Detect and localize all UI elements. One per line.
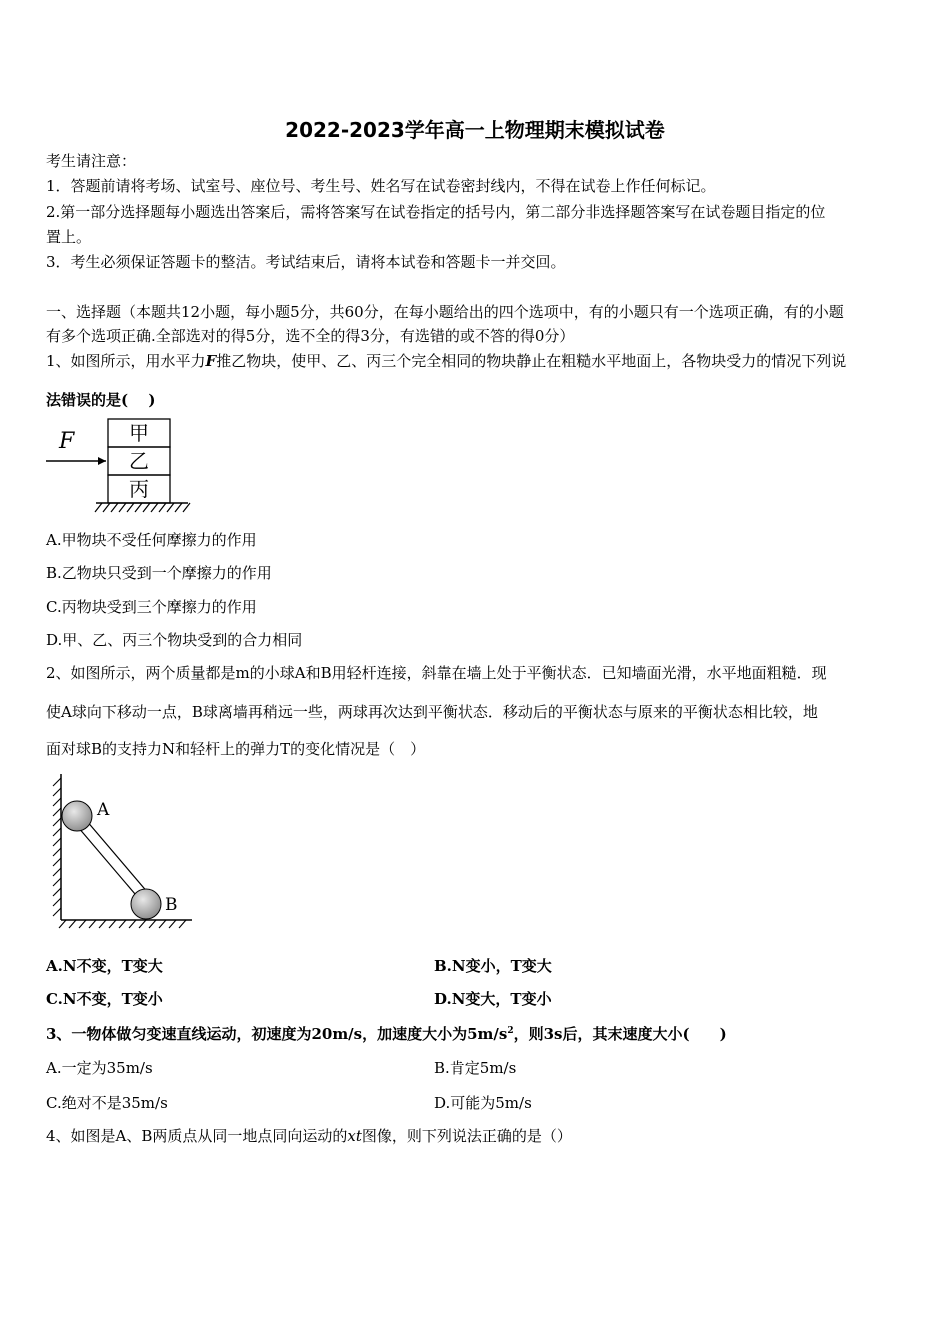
q4-stem (46, 1126, 572, 1146)
q1-option-c: C.丙物块受到三个摩擦力的作用 (46, 598, 257, 616)
q3-option-d: D.可能为5m/s (434, 1094, 532, 1112)
q2-stem-line3: 面对球B的支持力N和轻杆上的弹力T的变化情况是（ ） (46, 740, 426, 758)
block-bing: 丙 (129, 477, 149, 501)
page-title: 2022-2023学年高一上物理期末模拟试卷 (285, 118, 665, 142)
notice-item-1: 1．答题前请将考场、试室号、座位号、考生号、姓名写在试卷密封线内，不得在试卷上作任何标记。 (46, 177, 716, 195)
q3-unit-exponent: 2 (507, 1026, 514, 1036)
q3-stem (46, 1024, 727, 1044)
section-heading: 一、选择题（本题共12小题，每小题5分，共60分，在每小题给出的四个选项中，有的小题只有一个选项正确，有的小题 (46, 303, 844, 321)
q1-option-d: D.甲、乙、丙三个物块受到的合力相同 (46, 631, 303, 649)
q2-stem-line1: 2、如图所示，两个质量都是m的小球A和B用轻杆连接，斜靠在墙上处于平衡状态．已知墙面光滑，水平地面粗糙．现 (46, 664, 827, 682)
ball-a-label: A (97, 800, 110, 820)
q4-stem-part2: 图像，则下列说法正确的是（） (361, 1127, 572, 1145)
q3-stem-part1: 3、一物体做匀变速直线运动，初速度为20m/s，加速度大小为5m/s (46, 1025, 508, 1043)
q2-option-b: B.N变小，T变大 (434, 957, 552, 975)
notice-item-3: 3．考生必须保证答题卡的整洁。考试结束后，请将本试卷和答题卡一并交回。 (46, 253, 566, 271)
notice-heading: 考生请注意： (46, 152, 137, 170)
block-yi: 乙 (129, 449, 149, 473)
q4-xt-symbol: xt (347, 1127, 362, 1145)
q1-force-symbol: F (205, 352, 217, 370)
q2-option-a: A.N不变，T变大 (46, 957, 163, 975)
q3-option-a: A.一定为35m/s (46, 1059, 153, 1077)
q1-stem-cont: 法错误的是( ) (46, 391, 156, 409)
notice-item-2-cont: 置上。 (46, 228, 92, 246)
q1-option-b: B.乙物块只受到一个摩擦力的作用 (46, 564, 272, 582)
q1-option-a: A.甲物块不受任何摩擦力的作用 (46, 531, 257, 549)
q2-option-c: C.N不变，T变小 (46, 990, 163, 1008)
q3-stem-part2: ，则3s后，其末速度大小( ) (513, 1025, 727, 1043)
q1-force-label: F (59, 429, 75, 454)
q3-option-c: C.绝对不是35m/s (46, 1094, 168, 1112)
q1-stem-part1: 1、如图所示，用水平力 (46, 352, 206, 370)
ball-b-label: B (165, 895, 178, 915)
q2-option-d: D.N变大，T变小 (434, 990, 552, 1008)
q1-stem (46, 351, 846, 371)
q4-stem-part1: 4、如图是A、B两质点从同一地点同向运动的 (46, 1127, 348, 1145)
notice-item-2: 2.第一部分选择题每小题选出答案后，需将答案写在试卷指定的括号内，第二部分非选择题答案写在试卷题目指定的位 (46, 203, 826, 221)
q2-stem-line2: 使A球向下移动一点，B球离墙再稍远一些，两球再次达到平衡状态．移动后的平衡状态与原来的平衡状态相比较，地 (46, 703, 818, 721)
q3-option-b: B.肯定5m/s (434, 1059, 517, 1077)
section-heading-cont: 有多个选项正确.全部选对的得5分，选不全的得3分，有选错的或不答的得0分） (46, 327, 575, 345)
q1-stem-part2: 推乙物块，使甲、乙、丙三个完全相同的物块静止在粗糙水平地面上，各物块受力的情况下列说 (216, 352, 847, 370)
block-jia: 甲 (129, 421, 149, 445)
